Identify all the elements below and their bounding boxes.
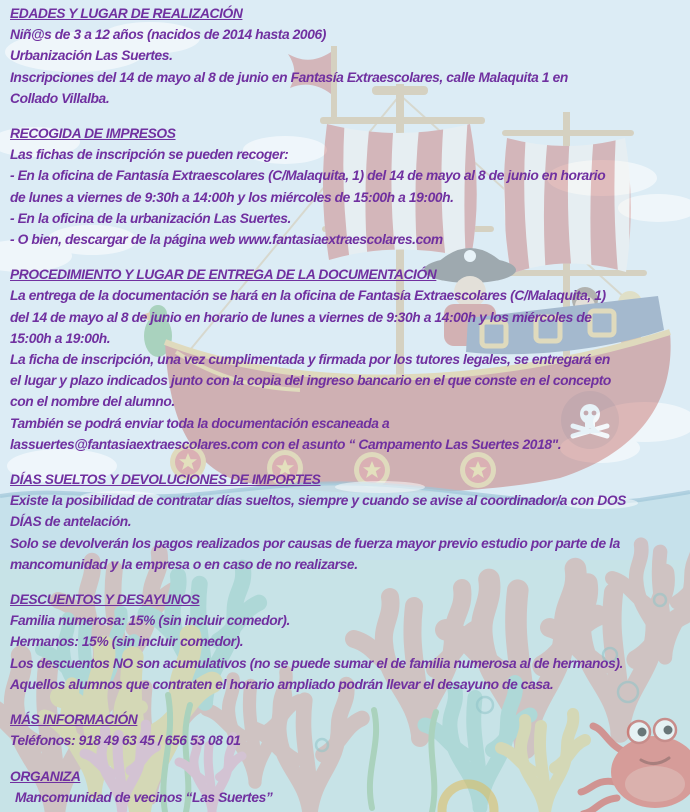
text-line: Familia numerosa: 15% (sin incluir comedor).: [10, 613, 290, 629]
text-line: - En la oficina de Fantasía Extraescolares (C/Malaquita, 1) del 14 de mayo al 8 de junio en horario: [10, 168, 606, 184]
section-descuentos-desayunos: [10, 589, 684, 695]
organizer-line: Mancomunidad de vecinos “Las Suertes”: [15, 789, 273, 805]
text-line: - En la oficina de la urbanización Las Suertes.: [10, 210, 291, 226]
text-line: Niñ@s de 3 a 12 años (nacidos de 2014 hasta 2006): [10, 27, 326, 43]
text-line: del 14 de mayo al 8 de junio en horario de lunes a viernes de 9:30h a 14:00h y los miércoles de: [10, 309, 592, 325]
website-line: - O bien, descargar de la página web www.fantasiaextraescolares.com: [10, 232, 443, 248]
section-heading: EDADES Y LUGAR DE REALIZACIÓN: [10, 6, 243, 21]
text-line: mancomunidad y la empresa o en caso de no realizarse.: [10, 556, 358, 572]
text-line: Collado Villalba.: [10, 90, 110, 106]
text-line: Las fichas de inscripción se pueden recoger:: [10, 147, 289, 163]
section-organiza: [10, 766, 684, 808]
section-heading: DESCUENTOS Y DESAYUNOS: [10, 592, 200, 608]
section-heading: DÍAS SUELTOS Y DEVOLUCIONES DE IMPORTES: [10, 472, 321, 488]
section-dias-sueltos-devoluciones: [10, 469, 684, 575]
text-line: con el nombre del alumno.: [10, 394, 175, 410]
section-heading: MÁS INFORMACIÓN: [10, 712, 138, 728]
section-edades-y-lugar: [10, 3, 684, 109]
section-heading: RECOGIDA DE IMPRESOS: [10, 126, 176, 142]
section-mas-informacion: [10, 709, 684, 751]
text-line: 15:00h a 19:00h.: [10, 330, 111, 346]
text-line: Inscripciones del 14 de mayo al 8 de junio en Fantasía Extraescolares, calle Malaquita 1 en: [10, 69, 568, 85]
text-line: el lugar y plazo indicados junto con la copia del ingreso bancario en el que conste en el concepto: [10, 373, 611, 389]
email-line: lassuertes@fantasiaextraescolares.com con el asunto “ Campamento Las Suertes 2018".: [10, 436, 562, 452]
section-recogida-impresos: [10, 123, 684, 250]
text-line: La entrega de la documentación se hará en la oficina de Fantasía Extraescolares (C/Malaquita, 1): [10, 288, 606, 304]
text-line: Hermanos: 15% (sin incluir comedor).: [10, 634, 244, 650]
text-line: DÍAS de antelación.: [10, 514, 132, 530]
text-line: La ficha de inscripción, una vez cumplimentada y firmada por los tutores legales, se entregará en: [10, 352, 610, 368]
phone-line: Teléfonos: 918 49 63 45 / 656 53 08 01: [10, 733, 241, 749]
text-line: Existe la posibilidad de contratar días sueltos, siempre y cuando se avise al coordinador/a con DOS: [10, 493, 626, 509]
text-line: Urbanización Las Suertes.: [10, 48, 173, 64]
text-line: Solo se devolverán los pagos realizados por causas de fuerza mayor previo estudio por parte de la: [10, 535, 620, 551]
section-heading: PROCEDIMIENTO Y LUGAR DE ENTREGA DE LA DOCUMENTACIÓN: [10, 267, 437, 283]
text-line: También se podrá enviar toda la documentación escaneada a: [10, 415, 390, 431]
text-line: Los descuentos NO son acumulativos (no se puede sumar el de familia numerosa al de hermanos).: [10, 655, 623, 671]
section-heading: ORGANIZA: [10, 768, 81, 784]
section-procedimiento-entrega: [10, 264, 684, 455]
text-line: Aquellos alumnos que contraten el horario ampliado podrán llevar el desayuno de casa.: [10, 676, 554, 692]
text-line: de lunes a viernes de 9:30h a 14:00h y los miércoles de 15:00h a 19:00h.: [10, 189, 454, 205]
